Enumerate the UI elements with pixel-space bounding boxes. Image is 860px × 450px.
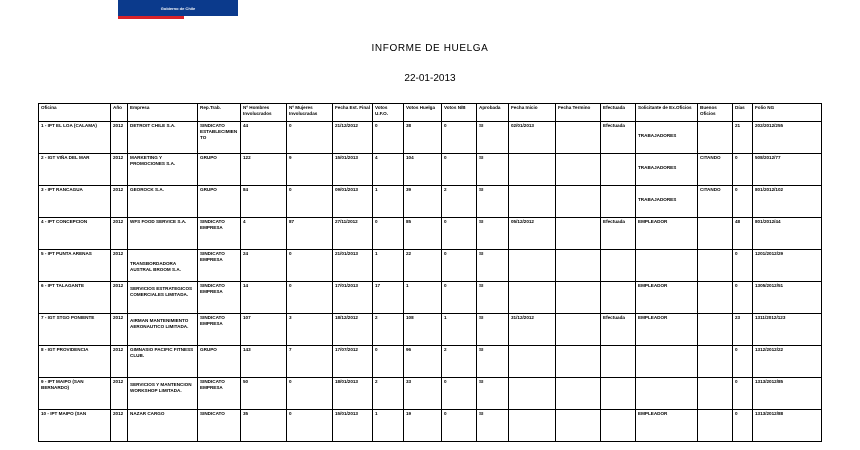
cell-mujeres: 0: [287, 410, 333, 442]
cell-aprobada: SI: [477, 410, 509, 442]
cell-votos-huelga: 1: [404, 282, 442, 314]
column-header-rep-trab: Rep.Trab.: [198, 104, 241, 122]
cell-fecha-est-final: 18/01/2013: [333, 378, 373, 410]
cell-rep-trab: SINDICATO: [198, 410, 241, 442]
cell-oficina: 6 - IPT TALAGANTE: [39, 282, 111, 314]
cell-hombres: 107: [241, 314, 287, 346]
cell-rep-trab: SINDICATO EMPRESA: [198, 218, 241, 250]
cell-folio-ng: 1201/2012/29: [753, 250, 822, 282]
cell-dias: 0: [733, 282, 753, 314]
cell-mujeres: 0: [287, 122, 333, 154]
cell-rep-trab: SINDICATO EMPRESA: [198, 282, 241, 314]
cell-oficina: 10 - IPT MAIPO (SAN: [39, 410, 111, 442]
cell-fecha-est-final: 15/01/2013: [333, 410, 373, 442]
cell-hombres: 50: [241, 378, 287, 410]
cell-fecha-est-final: 17/07/2012: [333, 346, 373, 378]
column-header-mujeres: Nº Mujeres Involucradas: [287, 104, 333, 122]
cell-aprobada: SI: [477, 186, 509, 218]
cell-solicitante: EMPLEADOR: [636, 314, 698, 346]
cell-fecha-est-final: 18/12/2012: [333, 314, 373, 346]
cell-ano: 2012: [111, 186, 128, 218]
cell-votos-nb: 0: [442, 250, 477, 282]
cell-oficina: 2 - IGT VIÑA DEL MAR: [39, 154, 111, 186]
cell-buenos-oficios: [698, 346, 733, 378]
column-header-fecha-est-final: Fecha Est. Final: [333, 104, 373, 122]
column-header-buenos-oficios: Buenos Oficios: [698, 104, 733, 122]
cell-fecha-inicio: [509, 250, 556, 282]
cell-votos-ufo: 2: [373, 314, 404, 346]
cell-mujeres: 0: [287, 378, 333, 410]
cell-votos-nb: 2: [442, 186, 477, 218]
cell-rep-trab: SINDICATO EMPRESA: [198, 378, 241, 410]
cell-votos-nb: 0: [442, 154, 477, 186]
cell-fecha-termino: [556, 378, 601, 410]
column-header-fecha-termino: Fecha Termino: [556, 104, 601, 122]
cell-solicitante: EMPLEADOR: [636, 218, 698, 250]
column-header-votos-nb: Votos N/B: [442, 104, 477, 122]
cell-fecha-termino: [556, 250, 601, 282]
table-row: [39, 154, 822, 186]
column-header-fecha-inicio: Fecha Inicio: [509, 104, 556, 122]
cell-hombres: 24: [241, 250, 287, 282]
cell-votos-huelga: 108: [404, 314, 442, 346]
table-row: [39, 122, 822, 154]
column-header-ano: Año: [111, 104, 128, 122]
cell-empresa: TRANSBORDADORA AUSTRAL BROOM S.A.: [128, 250, 198, 282]
cell-dias: 0: [733, 154, 753, 186]
logo-text: Gobierno de Chile: [160, 5, 196, 11]
cell-rep-trab: SINDICATO EMPRESA: [198, 314, 241, 346]
cell-folio-ng: 801/2012/102: [753, 186, 822, 218]
cell-buenos-oficios: [698, 250, 733, 282]
table-row: [39, 378, 822, 410]
cell-oficina: 7 - IGT STGO PONIENTE: [39, 314, 111, 346]
cell-mujeres: 0: [287, 250, 333, 282]
cell-votos-ufo: 0: [373, 346, 404, 378]
cell-votos-nb: 0: [442, 122, 477, 154]
cell-dias: 48: [733, 218, 753, 250]
cell-rep-trab: GRUPO: [198, 186, 241, 218]
cell-oficina: 5 - IPT PUNTA ARENAS: [39, 250, 111, 282]
cell-hombres: 35: [241, 410, 287, 442]
cell-empresa: SERVICIOS ESTRATEGICOS COMERCIALES LIMITADA.: [128, 282, 198, 314]
cell-ano: 2012: [111, 154, 128, 186]
cell-oficina: 3 - IPT RANCAGUA: [39, 186, 111, 218]
cell-solicitante: [636, 346, 698, 378]
table-row: [39, 282, 822, 314]
cell-fecha-termino: [556, 346, 601, 378]
table-header-row: [39, 104, 822, 122]
cell-votos-nb: 0: [442, 218, 477, 250]
cell-rep-trab: SINDICATO EMPRESA: [198, 250, 241, 282]
cell-empresa: SERVICIOS Y MANTENCION WORKSHOP LIMITADA.: [128, 378, 198, 410]
table-row: [39, 218, 822, 250]
cell-aprobada: SI: [477, 250, 509, 282]
column-header-empresa: Empresa: [128, 104, 198, 122]
cell-fecha-est-final: 17/01/2013: [333, 282, 373, 314]
cell-fecha-termino: [556, 186, 601, 218]
cell-oficina: 8 - IGT PROVIDENCIA: [39, 346, 111, 378]
cell-empresa: MARKETING Y PROMOCIONES S.A.: [128, 154, 198, 186]
cell-solicitante: TRABAJADORES: [636, 186, 698, 218]
cell-mujeres: 87: [287, 218, 333, 250]
cell-folio-ng: 508/2012/77: [753, 154, 822, 186]
cell-votos-ufo: 0: [373, 122, 404, 154]
cell-fecha-inicio: [509, 410, 556, 442]
cell-votos-ufo: 2: [373, 378, 404, 410]
cell-rep-trab: GRUPO: [198, 346, 241, 378]
cell-solicitante: TRABAJADORES: [636, 154, 698, 186]
cell-ano: 2012: [111, 218, 128, 250]
cell-aprobada: SI: [477, 218, 509, 250]
cell-votos-huelga: 22: [404, 250, 442, 282]
cell-mujeres: 9: [287, 154, 333, 186]
cell-solicitante: EMPLEADOR: [636, 282, 698, 314]
cell-votos-huelga: 33: [404, 378, 442, 410]
cell-solicitante: EMPLEADOR: [636, 410, 698, 442]
cell-folio-ng: 202/2012/255: [753, 122, 822, 154]
cell-votos-ufo: 17: [373, 282, 404, 314]
table-row: [39, 410, 822, 442]
cell-buenos-oficios: [698, 282, 733, 314]
cell-hombres: 14: [241, 282, 287, 314]
cell-ano: 2012: [111, 314, 128, 346]
cell-fecha-est-final: 15/01/2013: [333, 154, 373, 186]
cell-empresa: GIMNASIO PACIFIC FITNESS CLUB.: [128, 346, 198, 378]
cell-efectuada: [601, 282, 636, 314]
report-date: 22-01-2013: [404, 73, 456, 84]
table-row: [39, 314, 822, 346]
cell-aprobada: SI: [477, 282, 509, 314]
cell-votos-nb: 0: [442, 282, 477, 314]
cell-fecha-inicio: 31/12/2012: [509, 314, 556, 346]
table-row: [39, 346, 822, 378]
cell-votos-ufo: 1: [373, 186, 404, 218]
cell-mujeres: 7: [287, 346, 333, 378]
cell-oficina: 4 - IPT CONCEPCION: [39, 218, 111, 250]
cell-fecha-inicio: [509, 378, 556, 410]
cell-hombres: 143: [241, 346, 287, 378]
cell-ano: 2012: [111, 346, 128, 378]
cell-fecha-est-final: 09/01/2013: [333, 186, 373, 218]
cell-efectuada: [601, 154, 636, 186]
cell-aprobada: SI: [477, 154, 509, 186]
cell-solicitante: [636, 378, 698, 410]
cell-votos-huelga: 38: [404, 122, 442, 154]
cell-empresa: GEOROCK S.A.: [128, 186, 198, 218]
cell-hombres: 4: [241, 218, 287, 250]
cell-votos-huelga: 39: [404, 186, 442, 218]
column-header-votos-huelga: Votos Huelga: [404, 104, 442, 122]
cell-buenos-oficios: [698, 314, 733, 346]
cell-efectuada: Efectuada: [601, 122, 636, 154]
cell-solicitante: TRABAJADORES: [636, 122, 698, 154]
cell-oficina: 9 - IPT MAIPO (SAN BERNARDO): [39, 378, 111, 410]
cell-fecha-inicio: [509, 346, 556, 378]
cell-fecha-est-final: 27/11/2012: [333, 218, 373, 250]
cell-empresa: DETROIT CHILE S.A.: [128, 122, 198, 154]
column-header-efectuada: Efectuada: [601, 104, 636, 122]
cell-dias: 0: [733, 378, 753, 410]
cell-votos-ufo: 0: [373, 218, 404, 250]
cell-efectuada: [601, 186, 636, 218]
cell-fecha-inicio: 05/12/2012: [509, 218, 556, 250]
cell-hombres: 84: [241, 186, 287, 218]
cell-solicitante: [636, 250, 698, 282]
cell-empresa: WFS FOOD SERVICE S.A.: [128, 218, 198, 250]
cell-folio-ng: 801/2012/44: [753, 218, 822, 250]
cell-fecha-termino: [556, 154, 601, 186]
cell-ano: 2012: [111, 122, 128, 154]
cell-fecha-est-final: 21/01/2013: [333, 250, 373, 282]
cell-dias: 0: [733, 250, 753, 282]
cell-buenos-oficios: [698, 122, 733, 154]
column-header-hombres: Nº Hombres Involucrados: [241, 104, 287, 122]
cell-dias: 0: [733, 410, 753, 442]
cell-dias: 23: [733, 314, 753, 346]
cell-buenos-oficios: CITANDO: [698, 186, 733, 218]
government-logo: [118, 0, 238, 16]
cell-fecha-termino: [556, 314, 601, 346]
cell-votos-huelga: 96: [404, 346, 442, 378]
cell-folio-ng: 1311/2012/123: [753, 314, 822, 346]
cell-empresa: NAZAR CARGO: [128, 410, 198, 442]
column-header-folio-ng: Folio NG: [753, 104, 822, 122]
cell-rep-trab: GRUPO: [198, 154, 241, 186]
cell-efectuada: Efectuada: [601, 314, 636, 346]
cell-votos-huelga: 19: [404, 410, 442, 442]
cell-oficina: 1 - IPT EL LOA (CALAMA): [39, 122, 111, 154]
cell-fecha-termino: [556, 122, 601, 154]
cell-votos-huelga: 104: [404, 154, 442, 186]
cell-ano: 2012: [111, 410, 128, 442]
cell-buenos-oficios: [698, 410, 733, 442]
cell-aprobada: SI: [477, 122, 509, 154]
cell-folio-ng: 1305/2012/51: [753, 282, 822, 314]
cell-votos-ufo: 4: [373, 154, 404, 186]
cell-efectuada: [601, 346, 636, 378]
cell-fecha-inicio: 02/01/2013: [509, 122, 556, 154]
cell-votos-ufo: 1: [373, 250, 404, 282]
strike-report-table: [38, 103, 822, 442]
cell-votos-ufo: 1: [373, 410, 404, 442]
cell-votos-huelga: 85: [404, 218, 442, 250]
cell-efectuada: Efectuada: [601, 218, 636, 250]
cell-aprobada: SI: [477, 346, 509, 378]
logo-flag-stripe: [118, 16, 184, 19]
cell-votos-nb: 0: [442, 378, 477, 410]
cell-buenos-oficios: [698, 378, 733, 410]
column-header-oficina: Oficina: [39, 104, 111, 122]
cell-folio-ng: 1313/2012/88: [753, 410, 822, 442]
cell-folio-ng: 1313/2012/85: [753, 378, 822, 410]
cell-fecha-termino: [556, 218, 601, 250]
cell-dias: 21: [733, 122, 753, 154]
table-row: [39, 186, 822, 218]
cell-votos-nb: 0: [442, 410, 477, 442]
column-header-votos-ufo: Votos U.F.O.: [373, 104, 404, 122]
cell-mujeres: 0: [287, 186, 333, 218]
cell-efectuada: [601, 410, 636, 442]
cell-buenos-oficios: CITANDO: [698, 154, 733, 186]
cell-mujeres: 3: [287, 314, 333, 346]
cell-fecha-inicio: [509, 186, 556, 218]
cell-fecha-inicio: [509, 282, 556, 314]
column-header-dias: Días: [733, 104, 753, 122]
cell-dias: 0: [733, 186, 753, 218]
cell-folio-ng: 1312/2012/22: [753, 346, 822, 378]
cell-votos-nb: 1: [442, 314, 477, 346]
cell-hombres: 122: [241, 154, 287, 186]
cell-dias: 0: [733, 346, 753, 378]
cell-mujeres: 0: [287, 282, 333, 314]
table-row: [39, 250, 822, 282]
column-header-solicitante: Solicitante de Ex.Oficios: [636, 104, 698, 122]
cell-hombres: 44: [241, 122, 287, 154]
column-header-aprobada: Aprobada: [477, 104, 509, 122]
cell-fecha-inicio: [509, 154, 556, 186]
report-title: INFORME DE HUELGA: [371, 43, 489, 54]
cell-ano: 2012: [111, 378, 128, 410]
cell-empresa: AIRMAN MANTENIMIENTO AERONAUTICO LIMITADA.: [128, 314, 198, 346]
cell-fecha-termino: [556, 410, 601, 442]
cell-efectuada: [601, 250, 636, 282]
cell-rep-trab: SINDICATO ESTABLECIMIENTO: [198, 122, 241, 154]
cell-efectuada: [601, 378, 636, 410]
cell-ano: 2012: [111, 282, 128, 314]
cell-aprobada: SI: [477, 378, 509, 410]
cell-fecha-termino: [556, 282, 601, 314]
cell-buenos-oficios: [698, 218, 733, 250]
cell-fecha-est-final: 21/12/2012: [333, 122, 373, 154]
cell-votos-nb: 2: [442, 346, 477, 378]
cell-aprobada: SI: [477, 314, 509, 346]
cell-ano: 2012: [111, 250, 128, 282]
